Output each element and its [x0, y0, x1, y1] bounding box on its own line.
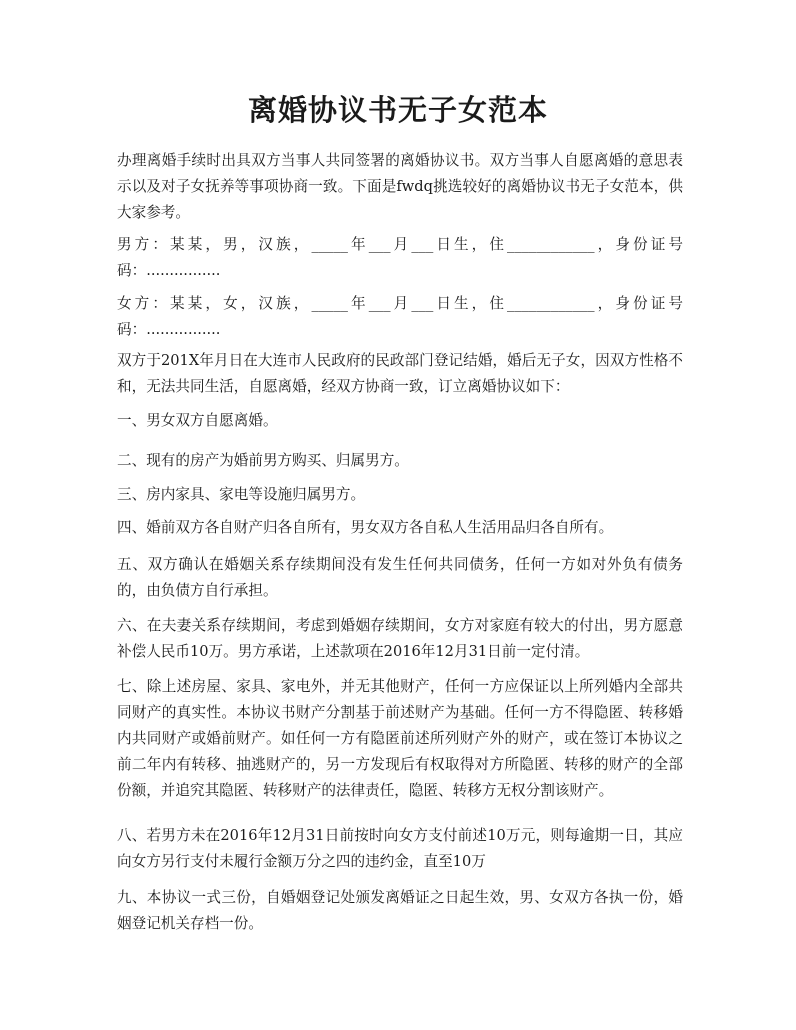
clause-7: 七、除上述房屋、家具、家电外，并无其他财产，任何一方应保证以上所列婚内全部共同财产的真实性。本协议书财产分割基于前述财产为基础。任何一方不得隐匿、转移婚内共同财产或婚前财产。如任何一方有隐匿前述所列财产外的财产，或在签订本协议之前二年内有转移、抽逃财产的，另一方发现后有权取得对方所隐匿、转移的财产的全部份额，并追究其隐匿、转移财产的法律责任，隐匿、转移方无权分割该财产。: [117, 678, 683, 799]
document-title: 离婚协议书无子女范本: [247, 93, 548, 127]
intro-paragraph: 办理离婚手续时出具双方当事人共同签署的离婚协议书。双方当事人自愿离婚的意思表示以及对子女抚养等事项协商一致。下面是fwdq挑选较好的离婚协议书无子女范本，供大家参考。: [117, 152, 683, 221]
clause-6: 六、在夫妻关系存续期间，考虑到婚姻存续期间，女方对家庭有较大的付出，男方愿意补偿人民币10万。男方承诺，上述款项在2016年12月31日前一定付清。: [117, 617, 683, 660]
clause-9: 九、本协议一式三份，自婚姻登记处颁发离婚证之日起生效，男、女双方各执一份，婚姻登记机关存档一份。: [117, 889, 683, 932]
clause-4: 四、婚前双方各自财产归各自所有，男女双方各自私人生活用品归各自所有。: [117, 519, 614, 536]
clause-5: 五、双方确认在婚姻关系存续期间没有发生任何共同债务，任何一方如对外负有债务的，由负债方自行承担。: [117, 556, 683, 599]
clause-1: 一、男女双方自愿离婚。: [117, 412, 278, 429]
clause-2: 二、现有的房产为婚前男方购买、归属男方。: [117, 452, 409, 469]
preamble-paragraph: 双方于201X年月日在大连市人民政府的民政部门登记结婚，婚后无子女，因双方性格不和，无法共同生活，自愿离婚，经双方协商一致，订立离婚协议如下：: [117, 352, 683, 395]
male-party-paragraph: 男方：某某，男，汉族，_____年___月___日生，住____________，身份证号码：................: [117, 236, 683, 279]
female-party-paragraph: 女方：某某，女，汉族，_____年___月___日生，住____________，身份证号码：................: [117, 295, 683, 338]
clause-3: 三、房内家具、家电等设施归属男方。: [117, 486, 366, 503]
clause-8: 八、若男方未在2016年12月31日前按时向女方支付前述10万元，则每逾期一日，其应向女方另行支付未履行金额万分之四的违约金，直至10万: [117, 827, 683, 870]
